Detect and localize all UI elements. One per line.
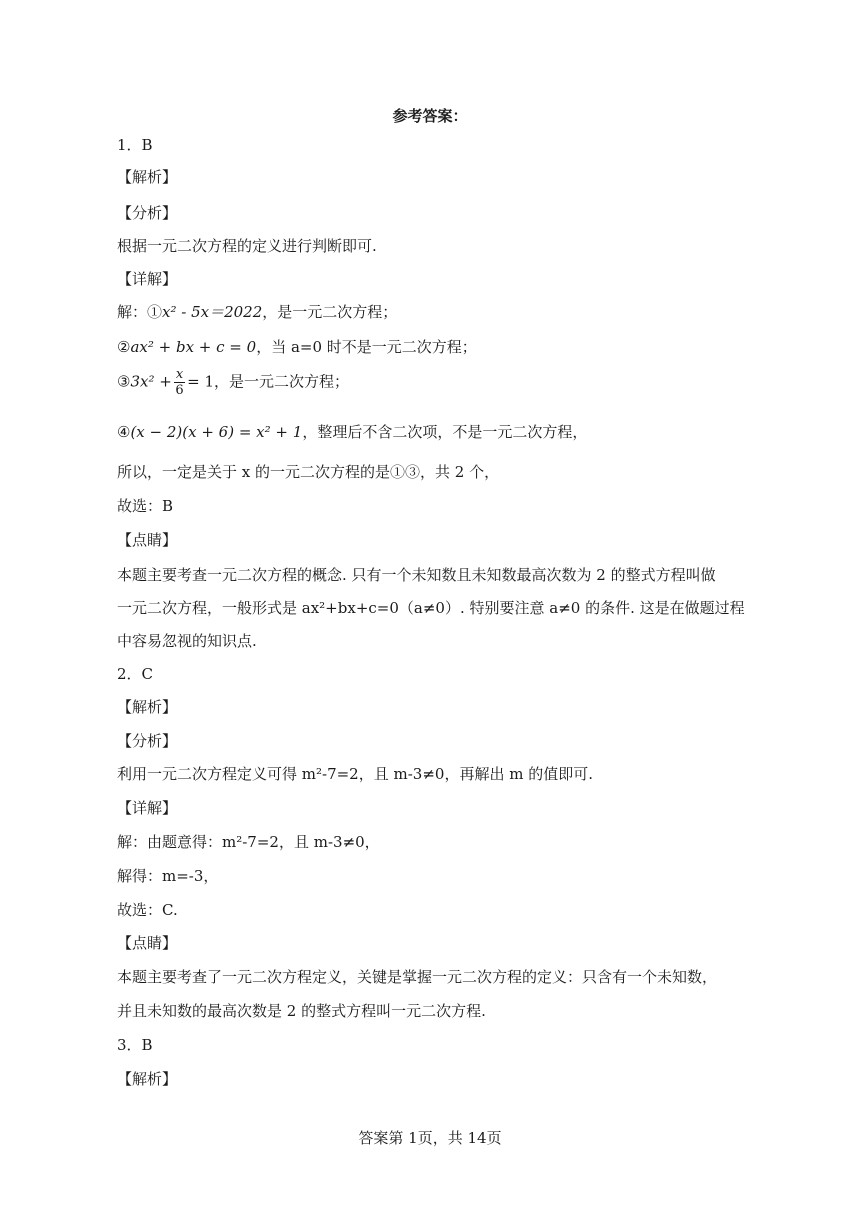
q1-answer: 1．B — [117, 136, 153, 154]
q1-item3-numerator: x — [175, 367, 184, 382]
q1-choice: 故选：B — [117, 497, 174, 515]
q1-note-line2: 一元二次方程，一般形式是 ax²+bx+c=0（a≠0）. 特别要注意 a≠0 的条件. 这是在做题过程 — [117, 599, 745, 617]
q1-item4 — [117, 422, 587, 442]
q1-item3-prefix: ③ — [117, 372, 131, 391]
q1-item3-rhs: = 1 — [187, 372, 215, 391]
q3-jiexi-heading: 【解析】 — [117, 1070, 178, 1088]
q2-step1: 解：由题意得：m²-7=2，且 m-3≠0， — [117, 833, 380, 851]
q1-jiexi-heading: 【解析】 — [117, 168, 178, 186]
q2-choice: 故选：C. — [117, 901, 178, 919]
q2-xiangjie-heading: 【详解】 — [117, 799, 178, 817]
q2-fenxi-heading: 【分析】 — [117, 732, 178, 750]
q1-item3-denominator: 6 — [175, 383, 184, 398]
q2-answer: 2．C — [117, 665, 154, 683]
q1-item1 — [117, 302, 397, 322]
q1-item3-lhs: 3x² + — [130, 372, 172, 391]
q2-jiexi-heading: 【解析】 — [117, 698, 178, 716]
q1-item1-equation: x² - 5x＝2022 — [162, 303, 263, 321]
q1-xiangjie-heading: 【详解】 — [117, 270, 178, 288]
q2-note-line1: 本题主要考查了一元二次方程定义，关键是掌握一元二次方程的定义：只含有一个未知数， — [117, 968, 718, 986]
q2-fenxi-text: 利用一元二次方程定义可得 m²-7=2，且 m-3≠0，再解出 m 的值即可. — [117, 765, 593, 783]
q2-dianjing-heading: 【点睛】 — [117, 934, 178, 952]
q1-dianjing-heading: 【点睛】 — [117, 531, 178, 549]
q1-note-line1: 本题主要考查一元二次方程的概念. 只有一个未知数且未知数最高次数为 2 的整式方程叫做 — [117, 566, 716, 584]
q1-item2-equation: ax² + bx + c = 0 — [130, 338, 257, 356]
q1-fenxi-heading: 【分析】 — [117, 204, 178, 222]
q1-item2-prefix: ② — [117, 338, 131, 356]
q1-item4-prefix: ④ — [117, 423, 131, 441]
page-footer: 答案第 1页，共 14页 — [358, 1129, 502, 1147]
q1-item4-suffix: ，整理后不含二次项，不是一元二次方程， — [302, 423, 588, 441]
q1-item3 — [117, 367, 349, 398]
q2-step2: 解得：m=-3， — [117, 867, 219, 885]
q1-fenxi-text: 根据一元二次方程的定义进行判断即可. — [117, 237, 377, 255]
q1-item4-equation: (x − 2)(x + 6) = x² + 1 — [130, 423, 303, 441]
q1-item2 — [117, 337, 477, 357]
q1-item3-fraction — [174, 367, 185, 398]
q1-note-line3: 中容易忽视的知识点. — [117, 632, 257, 650]
page-title: 参考答案： — [392, 107, 468, 125]
q1-item3-suffix: ，是一元二次方程； — [214, 372, 350, 391]
q2-note-line2: 并且未知数的最高次数是 2 的整式方程叫一元二次方程. — [117, 1002, 486, 1020]
q1-item2-suffix: ，当 a=0 时不是一元二次方程； — [256, 338, 477, 356]
q1-conclusion: 所以，一定是关于 x 的一元二次方程的是①③，共 2 个， — [117, 463, 500, 481]
q1-item1-prefix: 解：① — [117, 303, 163, 321]
q1-item1-suffix: ，是一元二次方程； — [262, 303, 398, 321]
q3-answer: 3．B — [117, 1036, 153, 1054]
